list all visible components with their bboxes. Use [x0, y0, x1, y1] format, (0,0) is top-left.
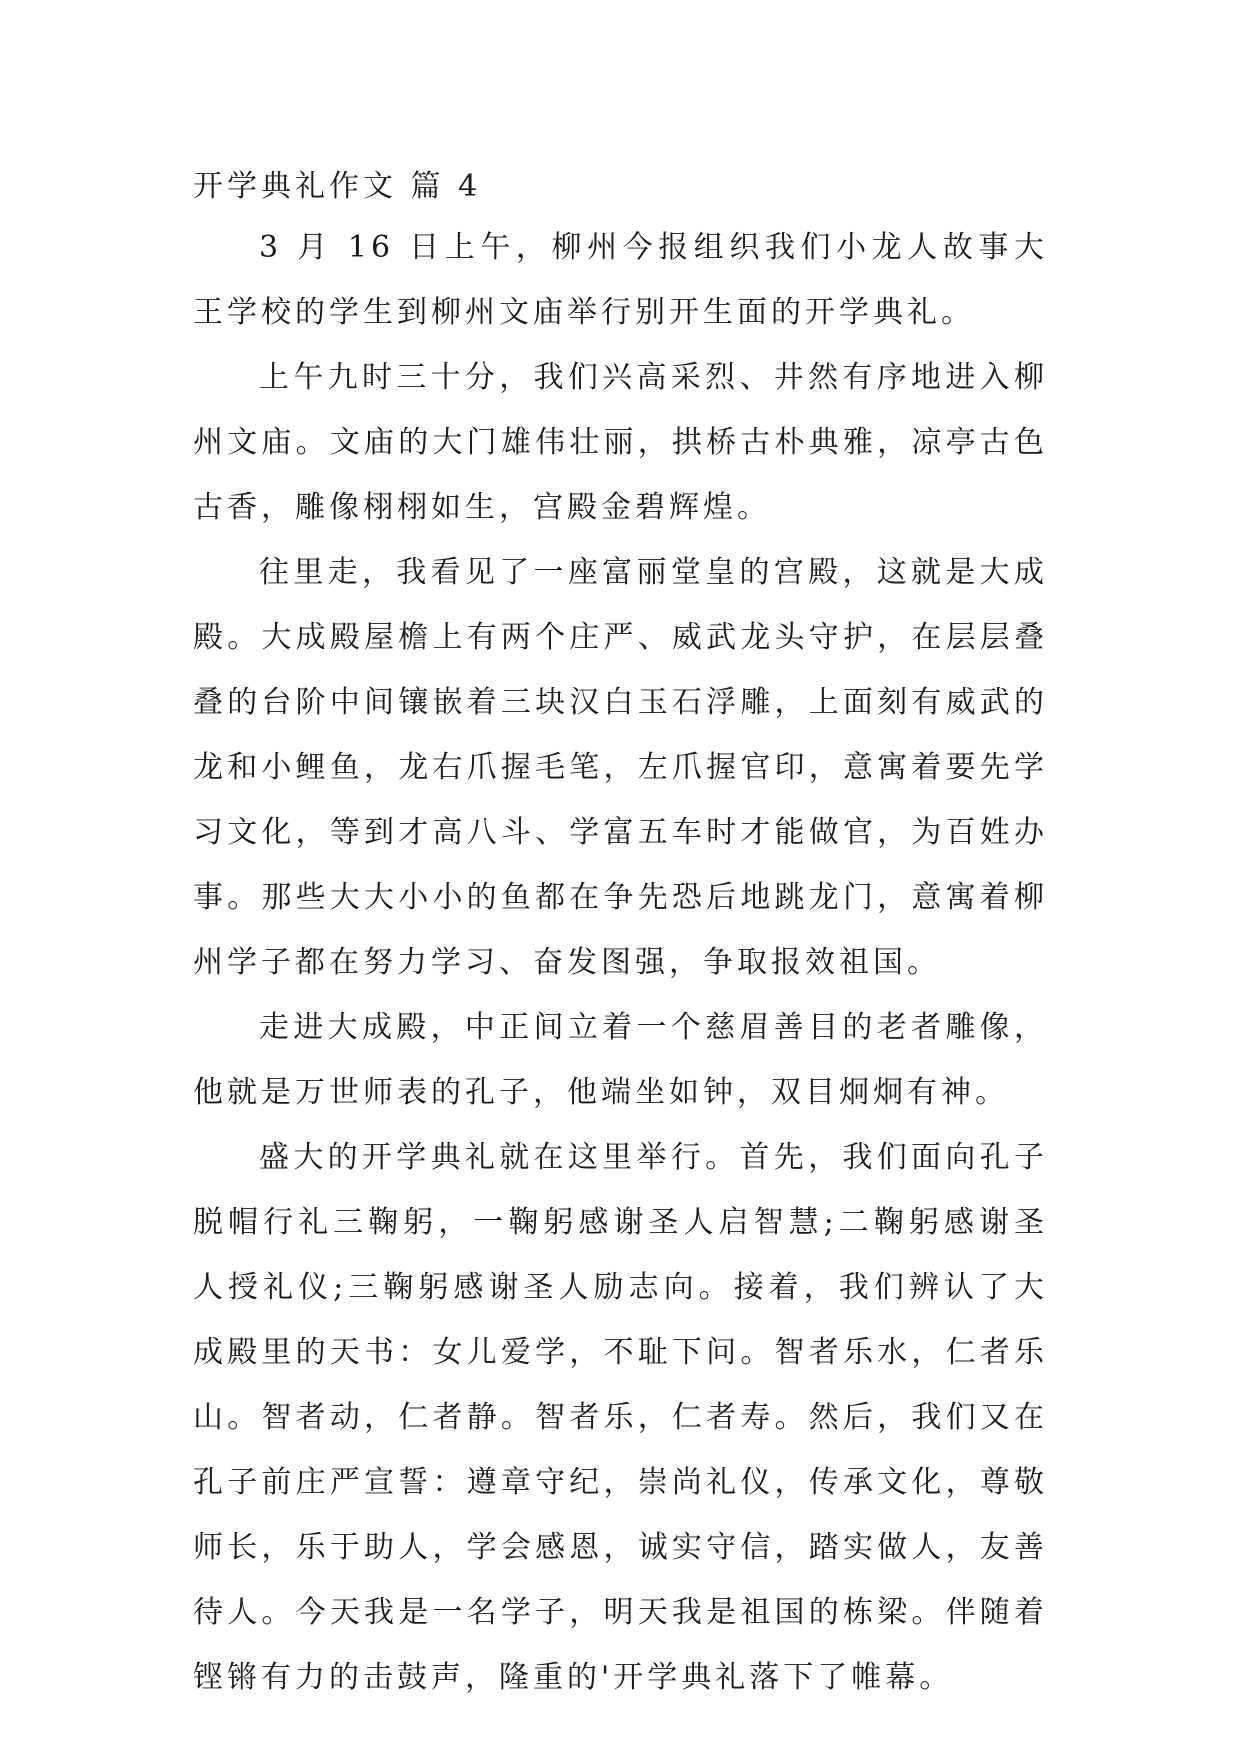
paragraph-4: 走进大成殿，中正间立着一个慈眉善目的老者雕像，他就是万世师表的孔子，他端坐如钟，双目炯炯有神。 — [193, 1010, 1048, 1110]
paragraph-1: 3 月 16 日上午，柳州今报组织我们小龙人故事大王学校的学生到柳州文庙举行别开生面的开学典礼。 — [193, 230, 1048, 330]
document-page — [193, 159, 1048, 1710]
paragraph-2: 上午九时三十分，我们兴高采烈、井然有序地进入柳州文庙。文庙的大门雄伟壮丽，拱桥古朴典雅，凉亭古色古香，雕像栩栩如生，宫殿金碧辉煌。 — [193, 360, 1048, 525]
paragraph-3: 往里走，我看见了一座富丽堂皇的宫殿，这就是大成殿。大成殿屋檐上有两个庄严、威武龙头守护，在层层叠叠的台阶中间镶嵌着三块汉白玉石浮雕，上面刻有威武的龙和小鲤鱼，龙右爪握毛笔，左爪握官印，意寓着要先学习文化，等到才高八斗、学富五车时才能做官，为百姓办事。那些大大小小的鱼都在争先恐后地跳龙门，意寓着柳州学子都在努力学习、奋发图强，争取报效祖国。 — [193, 555, 1048, 980]
essay-title: 开学典礼作文 篇 4 — [193, 169, 482, 204]
paragraph-5: 盛大的开学典礼就在这里举行。首先，我们面向孔子脱帽行礼三鞠躬，一鞠躬感谢圣人启智慧;二鞠躬感谢圣人授礼仪;三鞠躬感谢圣人励志向。接着，我们辨认了大成殿里的天书：女儿爱学，不耻下问。智者乐水，仁者乐山。智者动，仁者静。智者乐，仁者寿。然后，我们又在孔子前庄严宣誓：遵章守纪，崇尚礼仪，传承文化，尊敬师长，乐于助人，学会感恩，诚实守信，踏实做人，友善待人。今天我是一名学子，明天我是祖国的栋梁。伴随着铿锵有力的击鼓声，隆重的'开学典礼落下了帷幕。 — [193, 1140, 1048, 1695]
